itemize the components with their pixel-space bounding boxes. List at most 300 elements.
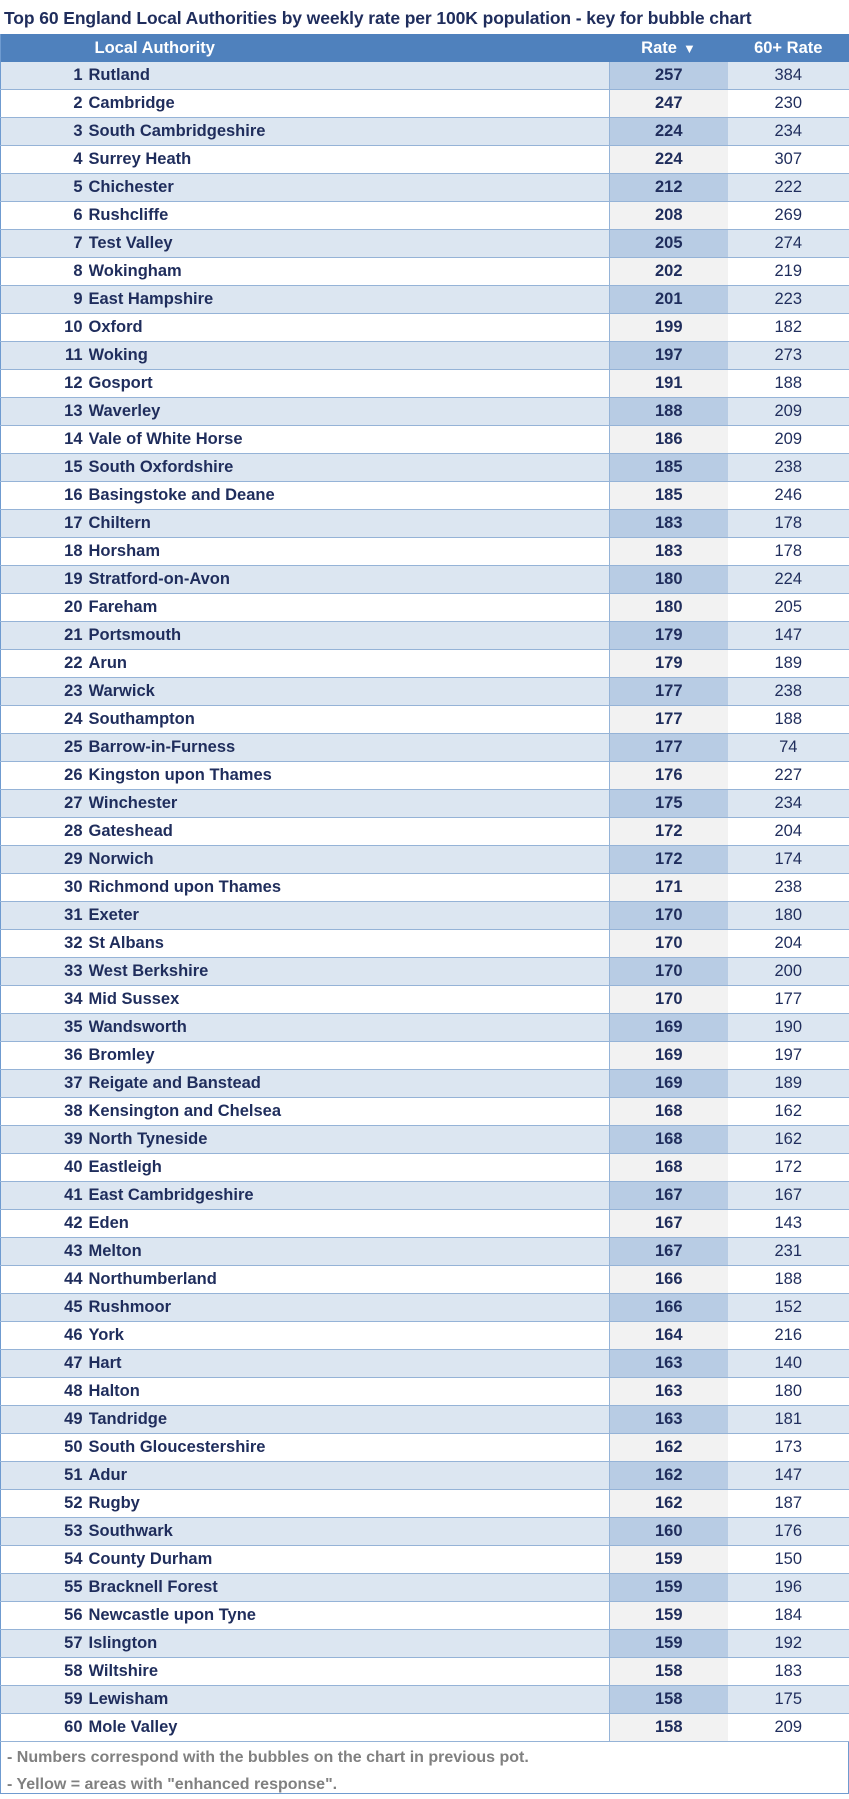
rank-cell[interactable]: 27	[1, 790, 89, 818]
table-row[interactable]	[1, 146, 849, 174]
rate-cell[interactable]: 179	[610, 622, 728, 650]
table-row[interactable]	[1, 1602, 849, 1630]
table-row[interactable]	[1, 902, 849, 930]
rank-cell[interactable]: 23	[1, 678, 89, 706]
rate-cell[interactable]: 159	[610, 1630, 728, 1658]
table-row[interactable]	[1, 678, 849, 706]
authority-name-cell[interactable]: Lewisham	[89, 1686, 610, 1714]
rate-cell[interactable]: 168	[610, 1098, 728, 1126]
authority-name-cell[interactable]: Bracknell Forest	[89, 1574, 610, 1602]
rank-cell[interactable]: 28	[1, 818, 89, 846]
authority-name-cell[interactable]: Rugby	[89, 1490, 610, 1518]
rate-cell[interactable]: 170	[610, 958, 728, 986]
rate-cell[interactable]: 183	[610, 538, 728, 566]
rate60-cell[interactable]: 204	[728, 930, 849, 958]
rate60-cell[interactable]: 189	[728, 650, 849, 678]
authority-name-cell[interactable]: Gateshead	[89, 818, 610, 846]
table-row[interactable]	[1, 790, 849, 818]
authority-name-cell[interactable]: West Berkshire	[89, 958, 610, 986]
rate-cell[interactable]: 188	[610, 398, 728, 426]
rank-cell[interactable]: 12	[1, 370, 89, 398]
authority-name-cell[interactable]: Chichester	[89, 174, 610, 202]
authority-name-cell[interactable]: Portsmouth	[89, 622, 610, 650]
rate-cell[interactable]: 164	[610, 1322, 728, 1350]
rank-cell[interactable]: 26	[1, 762, 89, 790]
table-row[interactable]	[1, 1322, 849, 1350]
rate60-cell[interactable]: 143	[728, 1210, 849, 1238]
table-row[interactable]	[1, 734, 849, 762]
rate-cell[interactable]: 166	[610, 1266, 728, 1294]
authority-name-cell[interactable]: Chiltern	[89, 510, 610, 538]
rank-cell[interactable]: 59	[1, 1686, 89, 1714]
authority-name-cell[interactable]: Rushcliffe	[89, 202, 610, 230]
rate-cell[interactable]: 177	[610, 706, 728, 734]
authority-name-cell[interactable]: County Durham	[89, 1546, 610, 1574]
authority-name-cell[interactable]: Eden	[89, 1210, 610, 1238]
rank-cell[interactable]: 4	[1, 146, 89, 174]
rate-cell[interactable]: 202	[610, 258, 728, 286]
authority-name-cell[interactable]: Exeter	[89, 902, 610, 930]
rank-cell[interactable]: 47	[1, 1350, 89, 1378]
table-row[interactable]	[1, 566, 849, 594]
rate-cell[interactable]: 167	[610, 1182, 728, 1210]
rate60-cell[interactable]: 216	[728, 1322, 849, 1350]
table-row[interactable]	[1, 762, 849, 790]
rate-cell[interactable]: 176	[610, 762, 728, 790]
authority-name-cell[interactable]: Woking	[89, 342, 610, 370]
rate-cell[interactable]: 160	[610, 1518, 728, 1546]
rate60-cell[interactable]: 196	[728, 1574, 849, 1602]
rate60-cell[interactable]: 172	[728, 1154, 849, 1182]
rank-cell[interactable]: 6	[1, 202, 89, 230]
rank-cell[interactable]: 46	[1, 1322, 89, 1350]
table-row[interactable]	[1, 930, 849, 958]
table-row[interactable]	[1, 1014, 849, 1042]
authority-name-cell[interactable]: Richmond upon Thames	[89, 874, 610, 902]
rank-cell[interactable]: 32	[1, 930, 89, 958]
rate-cell[interactable]: 159	[610, 1574, 728, 1602]
rate-cell[interactable]: 199	[610, 314, 728, 342]
authority-name-cell[interactable]: Fareham	[89, 594, 610, 622]
rate60-cell[interactable]: 182	[728, 314, 849, 342]
rank-cell[interactable]: 54	[1, 1546, 89, 1574]
table-row[interactable]	[1, 230, 849, 258]
table-row[interactable]	[1, 342, 849, 370]
rank-cell[interactable]: 42	[1, 1210, 89, 1238]
rank-cell[interactable]: 43	[1, 1238, 89, 1266]
rank-cell[interactable]: 24	[1, 706, 89, 734]
rate60-cell[interactable]: 162	[728, 1126, 849, 1154]
rate-cell[interactable]: 158	[610, 1686, 728, 1714]
rate60-cell[interactable]: 209	[728, 426, 849, 454]
rate-cell[interactable]: 185	[610, 482, 728, 510]
table-row[interactable]	[1, 1714, 849, 1742]
rank-cell[interactable]: 48	[1, 1378, 89, 1406]
rate60-cell[interactable]: 224	[728, 566, 849, 594]
rank-cell[interactable]: 7	[1, 230, 89, 258]
authority-name-cell[interactable]: South Gloucestershire	[89, 1434, 610, 1462]
table-row[interactable]	[1, 1434, 849, 1462]
rank-cell[interactable]: 25	[1, 734, 89, 762]
table-row[interactable]	[1, 1154, 849, 1182]
rank-cell[interactable]: 39	[1, 1126, 89, 1154]
rank-cell[interactable]: 53	[1, 1518, 89, 1546]
rate60-cell[interactable]: 209	[728, 1714, 849, 1742]
rate60-cell[interactable]: 176	[728, 1518, 849, 1546]
rate60-cell[interactable]: 74	[728, 734, 849, 762]
authority-name-cell[interactable]: Wandsworth	[89, 1014, 610, 1042]
rate60-cell[interactable]: 162	[728, 1098, 849, 1126]
table-row[interactable]	[1, 482, 849, 510]
rate-cell[interactable]: 177	[610, 734, 728, 762]
authority-name-cell[interactable]: Arun	[89, 650, 610, 678]
authority-name-cell[interactable]: St Albans	[89, 930, 610, 958]
rate60-cell[interactable]: 167	[728, 1182, 849, 1210]
rank-cell[interactable]: 50	[1, 1434, 89, 1462]
rate-cell[interactable]: 168	[610, 1154, 728, 1182]
rate-cell[interactable]: 186	[610, 426, 728, 454]
table-row[interactable]	[1, 1574, 849, 1602]
table-row[interactable]	[1, 1630, 849, 1658]
rate60-cell[interactable]: 190	[728, 1014, 849, 1042]
rate60-cell[interactable]: 192	[728, 1630, 849, 1658]
rate-cell[interactable]: 183	[610, 510, 728, 538]
rate-cell[interactable]: 191	[610, 370, 728, 398]
rate60-cell[interactable]: 152	[728, 1294, 849, 1322]
rate-cell[interactable]: 169	[610, 1070, 728, 1098]
authority-name-cell[interactable]: Wiltshire	[89, 1658, 610, 1686]
rate60-cell[interactable]: 269	[728, 202, 849, 230]
rate-cell[interactable]: 158	[610, 1658, 728, 1686]
rate60-cell[interactable]: 273	[728, 342, 849, 370]
rate-cell[interactable]: 170	[610, 902, 728, 930]
rate-cell[interactable]: 159	[610, 1602, 728, 1630]
authority-name-cell[interactable]: Waverley	[89, 398, 610, 426]
table-row[interactable]	[1, 510, 849, 538]
table-row[interactable]	[1, 286, 849, 314]
table-row[interactable]	[1, 846, 849, 874]
rate-cell[interactable]: 163	[610, 1350, 728, 1378]
sort-descending-icon[interactable]: ▼	[682, 40, 696, 56]
rate-cell[interactable]: 163	[610, 1406, 728, 1434]
rank-cell[interactable]: 9	[1, 286, 89, 314]
rank-cell[interactable]: 55	[1, 1574, 89, 1602]
rate-cell[interactable]: 180	[610, 594, 728, 622]
rate60-cell[interactable]: 178	[728, 510, 849, 538]
rank-cell[interactable]: 15	[1, 454, 89, 482]
rate60-cell[interactable]: 223	[728, 286, 849, 314]
authority-name-cell[interactable]: Surrey Heath	[89, 146, 610, 174]
rate60-cell[interactable]: 219	[728, 258, 849, 286]
rank-cell[interactable]: 18	[1, 538, 89, 566]
rate-cell[interactable]: 163	[610, 1378, 728, 1406]
rate-cell[interactable]: 167	[610, 1238, 728, 1266]
rank-cell[interactable]: 45	[1, 1294, 89, 1322]
rate60-cell[interactable]: 180	[728, 902, 849, 930]
rank-cell[interactable]: 41	[1, 1182, 89, 1210]
header-local-authority[interactable]: Local Authority	[89, 34, 610, 62]
authority-name-cell[interactable]: Oxford	[89, 314, 610, 342]
table-row[interactable]	[1, 818, 849, 846]
authority-name-cell[interactable]: Horsham	[89, 538, 610, 566]
rate-cell[interactable]: 172	[610, 846, 728, 874]
rank-cell[interactable]: 8	[1, 258, 89, 286]
rate60-cell[interactable]: 140	[728, 1350, 849, 1378]
rate-cell[interactable]: 197	[610, 342, 728, 370]
rank-cell[interactable]: 1	[1, 62, 89, 90]
rate-cell[interactable]: 180	[610, 566, 728, 594]
authority-name-cell[interactable]: Norwich	[89, 846, 610, 874]
rate60-cell[interactable]: 177	[728, 986, 849, 1014]
rank-cell[interactable]: 37	[1, 1070, 89, 1098]
rank-cell[interactable]: 33	[1, 958, 89, 986]
rank-cell[interactable]: 40	[1, 1154, 89, 1182]
authority-name-cell[interactable]: Southampton	[89, 706, 610, 734]
rate-cell[interactable]: 224	[610, 118, 728, 146]
authority-name-cell[interactable]: Vale of White Horse	[89, 426, 610, 454]
authority-name-cell[interactable]: East Hampshire	[89, 286, 610, 314]
table-row[interactable]	[1, 874, 849, 902]
authority-name-cell[interactable]: Southwark	[89, 1518, 610, 1546]
rank-cell[interactable]: 10	[1, 314, 89, 342]
rank-cell[interactable]: 38	[1, 1098, 89, 1126]
rank-cell[interactable]: 13	[1, 398, 89, 426]
table-row[interactable]	[1, 958, 849, 986]
authority-name-cell[interactable]: Test Valley	[89, 230, 610, 258]
authority-name-cell[interactable]: Mole Valley	[89, 1714, 610, 1742]
rate-cell[interactable]: 167	[610, 1210, 728, 1238]
table-row[interactable]	[1, 1406, 849, 1434]
rate60-cell[interactable]: 234	[728, 118, 849, 146]
rate-cell[interactable]: 205	[610, 230, 728, 258]
table-row[interactable]	[1, 62, 849, 90]
rate60-cell[interactable]: 184	[728, 1602, 849, 1630]
rank-cell[interactable]: 5	[1, 174, 89, 202]
rate-cell[interactable]: 162	[610, 1434, 728, 1462]
rate60-cell[interactable]: 173	[728, 1434, 849, 1462]
authority-name-cell[interactable]: Adur	[89, 1462, 610, 1490]
table-row[interactable]	[1, 706, 849, 734]
table-row[interactable]	[1, 1210, 849, 1238]
table-row[interactable]	[1, 202, 849, 230]
authority-name-cell[interactable]: York	[89, 1322, 610, 1350]
authority-name-cell[interactable]: Rutland	[89, 62, 610, 90]
rate-cell[interactable]: 185	[610, 454, 728, 482]
authority-name-cell[interactable]: Hart	[89, 1350, 610, 1378]
rate-cell[interactable]: 162	[610, 1462, 728, 1490]
table-row[interactable]	[1, 1546, 849, 1574]
authority-name-cell[interactable]: Basingstoke and Deane	[89, 482, 610, 510]
authority-name-cell[interactable]: Warwick	[89, 678, 610, 706]
rate-cell[interactable]: 166	[610, 1294, 728, 1322]
rank-cell[interactable]: 20	[1, 594, 89, 622]
rate-cell[interactable]: 168	[610, 1126, 728, 1154]
rank-cell[interactable]: 58	[1, 1658, 89, 1686]
rank-cell[interactable]: 34	[1, 986, 89, 1014]
authority-name-cell[interactable]: Bromley	[89, 1042, 610, 1070]
rate-cell[interactable]: 162	[610, 1490, 728, 1518]
rate60-cell[interactable]: 234	[728, 790, 849, 818]
table-row[interactable]	[1, 538, 849, 566]
table-row[interactable]	[1, 1266, 849, 1294]
rank-cell[interactable]: 14	[1, 426, 89, 454]
authority-name-cell[interactable]: South Oxfordshire	[89, 454, 610, 482]
rate60-cell[interactable]: 222	[728, 174, 849, 202]
rate60-cell[interactable]: 307	[728, 146, 849, 174]
table-row[interactable]	[1, 1462, 849, 1490]
rate-cell[interactable]: 171	[610, 874, 728, 902]
authority-name-cell[interactable]: Halton	[89, 1378, 610, 1406]
authority-name-cell[interactable]: North Tyneside	[89, 1126, 610, 1154]
table-row[interactable]	[1, 118, 849, 146]
rate-cell[interactable]: 169	[610, 1014, 728, 1042]
rank-cell[interactable]: 35	[1, 1014, 89, 1042]
rate-cell[interactable]: 247	[610, 90, 728, 118]
table-row[interactable]	[1, 986, 849, 1014]
rate-cell[interactable]: 201	[610, 286, 728, 314]
table-row[interactable]	[1, 174, 849, 202]
authority-name-cell[interactable]: Kingston upon Thames	[89, 762, 610, 790]
rate60-cell[interactable]: 209	[728, 398, 849, 426]
rank-cell[interactable]: 60	[1, 1714, 89, 1742]
rate-cell[interactable]: 224	[610, 146, 728, 174]
rank-cell[interactable]: 44	[1, 1266, 89, 1294]
header-60plus-rate[interactable]: 60+ Rate	[728, 34, 849, 62]
rate-cell[interactable]: 177	[610, 678, 728, 706]
rank-cell[interactable]: 19	[1, 566, 89, 594]
rate60-cell[interactable]: 188	[728, 706, 849, 734]
rate-cell[interactable]: 175	[610, 790, 728, 818]
rate-cell[interactable]: 169	[610, 1042, 728, 1070]
authority-name-cell[interactable]: Rushmoor	[89, 1294, 610, 1322]
rank-cell[interactable]: 31	[1, 902, 89, 930]
rank-cell[interactable]: 17	[1, 510, 89, 538]
table-row[interactable]	[1, 1070, 849, 1098]
rate60-cell[interactable]: 197	[728, 1042, 849, 1070]
rank-cell[interactable]: 57	[1, 1630, 89, 1658]
authority-name-cell[interactable]: Kensington and Chelsea	[89, 1098, 610, 1126]
table-row[interactable]	[1, 1658, 849, 1686]
rank-cell[interactable]: 36	[1, 1042, 89, 1070]
table-row[interactable]	[1, 454, 849, 482]
rate60-cell[interactable]: 227	[728, 762, 849, 790]
authority-name-cell[interactable]: Northumberland	[89, 1266, 610, 1294]
table-row[interactable]	[1, 594, 849, 622]
rate60-cell[interactable]: 147	[728, 1462, 849, 1490]
rank-cell[interactable]: 3	[1, 118, 89, 146]
table-row[interactable]	[1, 1182, 849, 1210]
rate-cell[interactable]: 172	[610, 818, 728, 846]
table-row[interactable]	[1, 1042, 849, 1070]
table-row[interactable]	[1, 1378, 849, 1406]
rate60-cell[interactable]: 200	[728, 958, 849, 986]
rate60-cell[interactable]: 150	[728, 1546, 849, 1574]
table-row[interactable]	[1, 1126, 849, 1154]
table-row[interactable]	[1, 398, 849, 426]
rate60-cell[interactable]: 205	[728, 594, 849, 622]
rate60-cell[interactable]: 183	[728, 1658, 849, 1686]
rank-cell[interactable]: 56	[1, 1602, 89, 1630]
rate-cell[interactable]: 158	[610, 1714, 728, 1742]
authority-name-cell[interactable]: Gosport	[89, 370, 610, 398]
authority-name-cell[interactable]: East Cambridgeshire	[89, 1182, 610, 1210]
rate60-cell[interactable]: 188	[728, 1266, 849, 1294]
rate60-cell[interactable]: 174	[728, 846, 849, 874]
rate60-cell[interactable]: 188	[728, 370, 849, 398]
authority-name-cell[interactable]: Melton	[89, 1238, 610, 1266]
rank-cell[interactable]: 11	[1, 342, 89, 370]
authority-name-cell[interactable]: Stratford-on-Avon	[89, 566, 610, 594]
header-rate[interactable]: Rate ▼	[610, 34, 728, 62]
authority-name-cell[interactable]: Tandridge	[89, 1406, 610, 1434]
rank-cell[interactable]: 16	[1, 482, 89, 510]
rate60-cell[interactable]: 181	[728, 1406, 849, 1434]
table-row[interactable]	[1, 1238, 849, 1266]
rate60-cell[interactable]: 230	[728, 90, 849, 118]
rate60-cell[interactable]: 180	[728, 1378, 849, 1406]
authority-name-cell[interactable]: Islington	[89, 1630, 610, 1658]
rate60-cell[interactable]: 238	[728, 874, 849, 902]
rate60-cell[interactable]: 384	[728, 62, 849, 90]
table-row[interactable]	[1, 622, 849, 650]
authority-name-cell[interactable]: Barrow-in-Furness	[89, 734, 610, 762]
rank-cell[interactable]: 52	[1, 1490, 89, 1518]
rank-cell[interactable]: 21	[1, 622, 89, 650]
rank-cell[interactable]: 51	[1, 1462, 89, 1490]
rate-cell[interactable]: 212	[610, 174, 728, 202]
table-row[interactable]	[1, 650, 849, 678]
rate-cell[interactable]: 170	[610, 930, 728, 958]
rate-cell[interactable]: 208	[610, 202, 728, 230]
authority-name-cell[interactable]: Cambridge	[89, 90, 610, 118]
rate-cell[interactable]: 179	[610, 650, 728, 678]
table-row[interactable]	[1, 1294, 849, 1322]
table-row[interactable]	[1, 1686, 849, 1714]
authority-name-cell[interactable]: South Cambridgeshire	[89, 118, 610, 146]
rank-cell[interactable]: 30	[1, 874, 89, 902]
table-row[interactable]	[1, 90, 849, 118]
rate60-cell[interactable]: 189	[728, 1070, 849, 1098]
rate60-cell[interactable]: 231	[728, 1238, 849, 1266]
table-row[interactable]	[1, 314, 849, 342]
rate60-cell[interactable]: 246	[728, 482, 849, 510]
rate60-cell[interactable]: 175	[728, 1686, 849, 1714]
rate60-cell[interactable]: 187	[728, 1490, 849, 1518]
table-row[interactable]	[1, 426, 849, 454]
rate60-cell[interactable]: 238	[728, 678, 849, 706]
rate60-cell[interactable]: 204	[728, 818, 849, 846]
authority-name-cell[interactable]: Reigate and Banstead	[89, 1070, 610, 1098]
rank-cell[interactable]: 22	[1, 650, 89, 678]
rate-cell[interactable]: 257	[610, 62, 728, 90]
rank-cell[interactable]: 29	[1, 846, 89, 874]
authority-name-cell[interactable]: Mid Sussex	[89, 986, 610, 1014]
rank-cell[interactable]: 49	[1, 1406, 89, 1434]
rate60-cell[interactable]: 147	[728, 622, 849, 650]
rate60-cell[interactable]: 274	[728, 230, 849, 258]
authority-name-cell[interactable]: Eastleigh	[89, 1154, 610, 1182]
rank-cell[interactable]: 2	[1, 90, 89, 118]
table-row[interactable]	[1, 1098, 849, 1126]
rate60-cell[interactable]: 238	[728, 454, 849, 482]
table-row[interactable]	[1, 370, 849, 398]
rate-cell[interactable]: 170	[610, 986, 728, 1014]
table-row[interactable]	[1, 1490, 849, 1518]
table-row[interactable]	[1, 1350, 849, 1378]
authority-name-cell[interactable]: Newcastle upon Tyne	[89, 1602, 610, 1630]
rate60-cell[interactable]: 178	[728, 538, 849, 566]
authority-name-cell[interactable]: Winchester	[89, 790, 610, 818]
